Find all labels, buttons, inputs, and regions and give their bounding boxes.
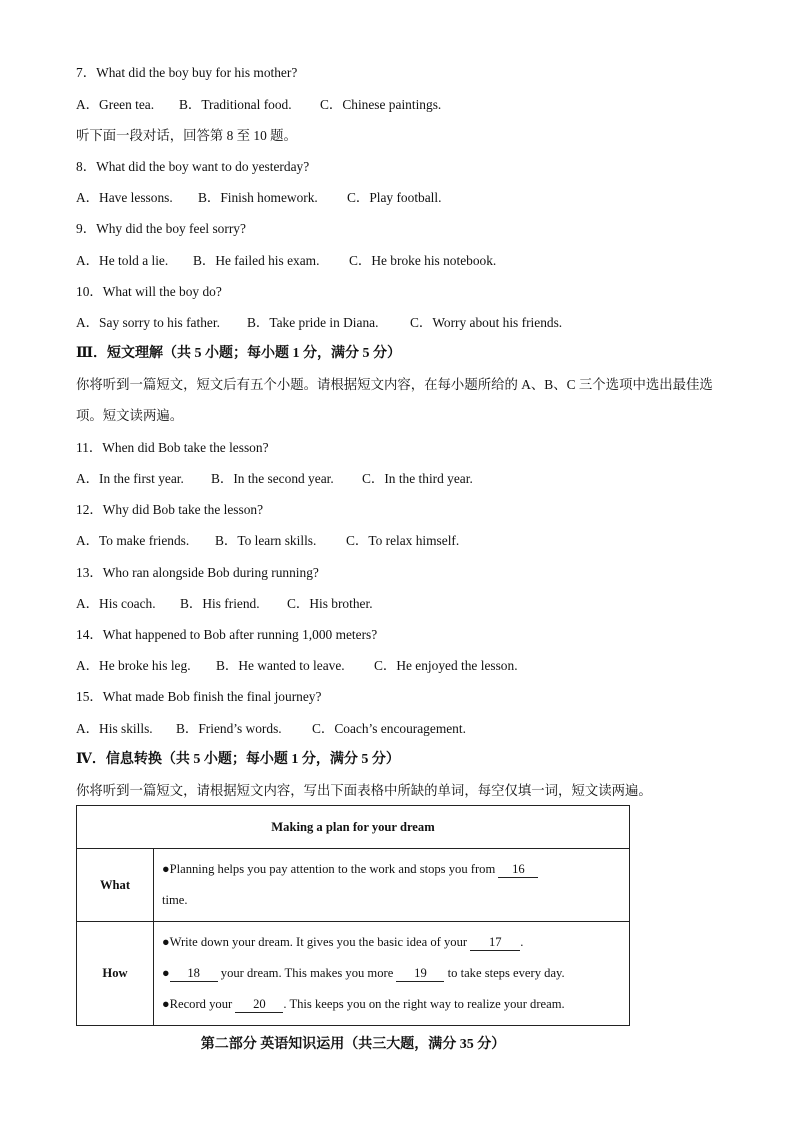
option-c: C．Coach’s encouragement. <box>312 721 466 736</box>
how-line-3 <box>162 989 621 1020</box>
how-line-2 <box>162 958 621 989</box>
how-text: your dream. This makes you more <box>220 966 394 980</box>
options-12 <box>76 532 459 550</box>
option-a: A．In the first year. <box>76 471 184 486</box>
blank-19[interactable]: 19 <box>396 966 444 982</box>
option-c: C．Chinese paintings. <box>320 97 442 112</box>
section-4-instruction: 你将听到一篇短文，请根据短文内容，写出下面表格中所缺的单词，每空仅填一词，短文读两遍。 <box>76 783 652 798</box>
question-15: 15．What made Bob finish the final journey? <box>76 689 322 704</box>
options-11 <box>76 470 473 488</box>
option-a: A．To make friends. <box>76 533 190 548</box>
options-14 <box>76 657 518 675</box>
bullet: ● <box>162 966 170 980</box>
option-c: C．Play football. <box>347 190 442 205</box>
how-line-1 <box>162 927 621 958</box>
option-b: B．His friend. <box>180 596 260 611</box>
question-8: 8．What did the boy want to do yesterday? <box>76 159 310 174</box>
option-b: B．Traditional food. <box>179 97 292 112</box>
blank-20[interactable]: 20 <box>235 997 283 1013</box>
option-b: B．Take pride in Diana. <box>247 315 379 330</box>
what-cell <box>154 849 630 922</box>
what-text-end: time. <box>162 893 188 907</box>
question-9: 9．Why did the boy feel sorry? <box>76 221 246 236</box>
option-b: B．In the second year. <box>211 471 334 486</box>
how-cell <box>154 922 630 1026</box>
option-c: C．In the third year. <box>362 471 473 486</box>
how-text: ●Write down your dream. It gives you the basic idea of your <box>162 935 468 949</box>
option-c: C．His brother. <box>287 596 373 611</box>
section-3-title: Ⅲ．短文理解（共 5 小题；每小题 1 分，满分 5 分） <box>76 346 402 361</box>
options-8 <box>76 189 441 207</box>
section-3-instruction: 你将听到一篇短文，短文后有五个小题。请根据短文内容，在每小题所给的 A、B、C 三个选项中选出最佳选项。短文读两遍。 <box>76 377 713 423</box>
option-c: C．He broke his notebook. <box>349 253 497 268</box>
option-c: C．He enjoyed the lesson. <box>374 658 518 673</box>
how-text: . <box>520 935 524 949</box>
options-10 <box>76 314 562 332</box>
part-2-title: 第二部分 英语知识运用（共三大题，满分 35 分） <box>200 1037 506 1052</box>
section-4-title: Ⅳ．信息转换（共 5 小题；每小题 1 分，满分 5 分） <box>76 752 400 767</box>
option-b: B．Finish homework. <box>198 190 318 205</box>
blank-18[interactable]: 18 <box>170 966 218 982</box>
option-c: C．Worry about his friends. <box>410 315 563 330</box>
option-a: A．He broke his leg. <box>76 658 191 673</box>
option-c: C．To relax himself. <box>346 533 460 548</box>
how-text: . This keeps you on the right way to realize your dream. <box>283 997 565 1011</box>
question-12: 12．Why did Bob take the lesson? <box>76 502 264 517</box>
option-a: A．Say sorry to his father. <box>76 315 220 330</box>
option-b: B．He failed his exam. <box>193 253 320 268</box>
question-10: 10．What will the boy do? <box>76 284 222 299</box>
options-13 <box>76 595 373 613</box>
option-b: B．Friend’s words. <box>176 721 282 736</box>
instruction-8-10: 听下面一段对话，回答第 8 至 10 题。 <box>76 128 297 143</box>
options-7 <box>76 96 441 114</box>
options-15 <box>76 720 466 738</box>
option-a: A．His skills. <box>76 721 153 736</box>
question-11: 11．When did Bob take the lesson? <box>76 440 269 455</box>
how-text: ●Record your <box>162 997 233 1011</box>
option-a: A．Have lessons. <box>76 190 173 205</box>
table-title: Making a plan for your dream <box>77 806 630 849</box>
question-14: 14．What happened to Bob after running 1,000 meters? <box>76 627 378 642</box>
question-7: 7．What did the boy buy for his mother? <box>76 65 298 80</box>
option-a: A．Green tea. <box>76 97 155 112</box>
row-label-how: How <box>77 922 154 1026</box>
how-text: to take steps every day. <box>447 966 565 980</box>
option-a: A．He told a lie. <box>76 253 169 268</box>
options-9 <box>76 252 496 270</box>
option-a: A．His coach. <box>76 596 156 611</box>
plan-table <box>76 805 630 1026</box>
option-b: B．To learn skills. <box>215 533 317 548</box>
question-13: 13．Who ran alongside Bob during running? <box>76 565 319 580</box>
blank-16[interactable]: 16 <box>498 862 538 878</box>
row-label-what: What <box>77 849 154 922</box>
option-b: B．He wanted to leave. <box>216 658 345 673</box>
what-text: ●Planning helps you pay attention to the work and stops you from <box>162 862 496 876</box>
blank-17[interactable]: 17 <box>470 935 520 951</box>
